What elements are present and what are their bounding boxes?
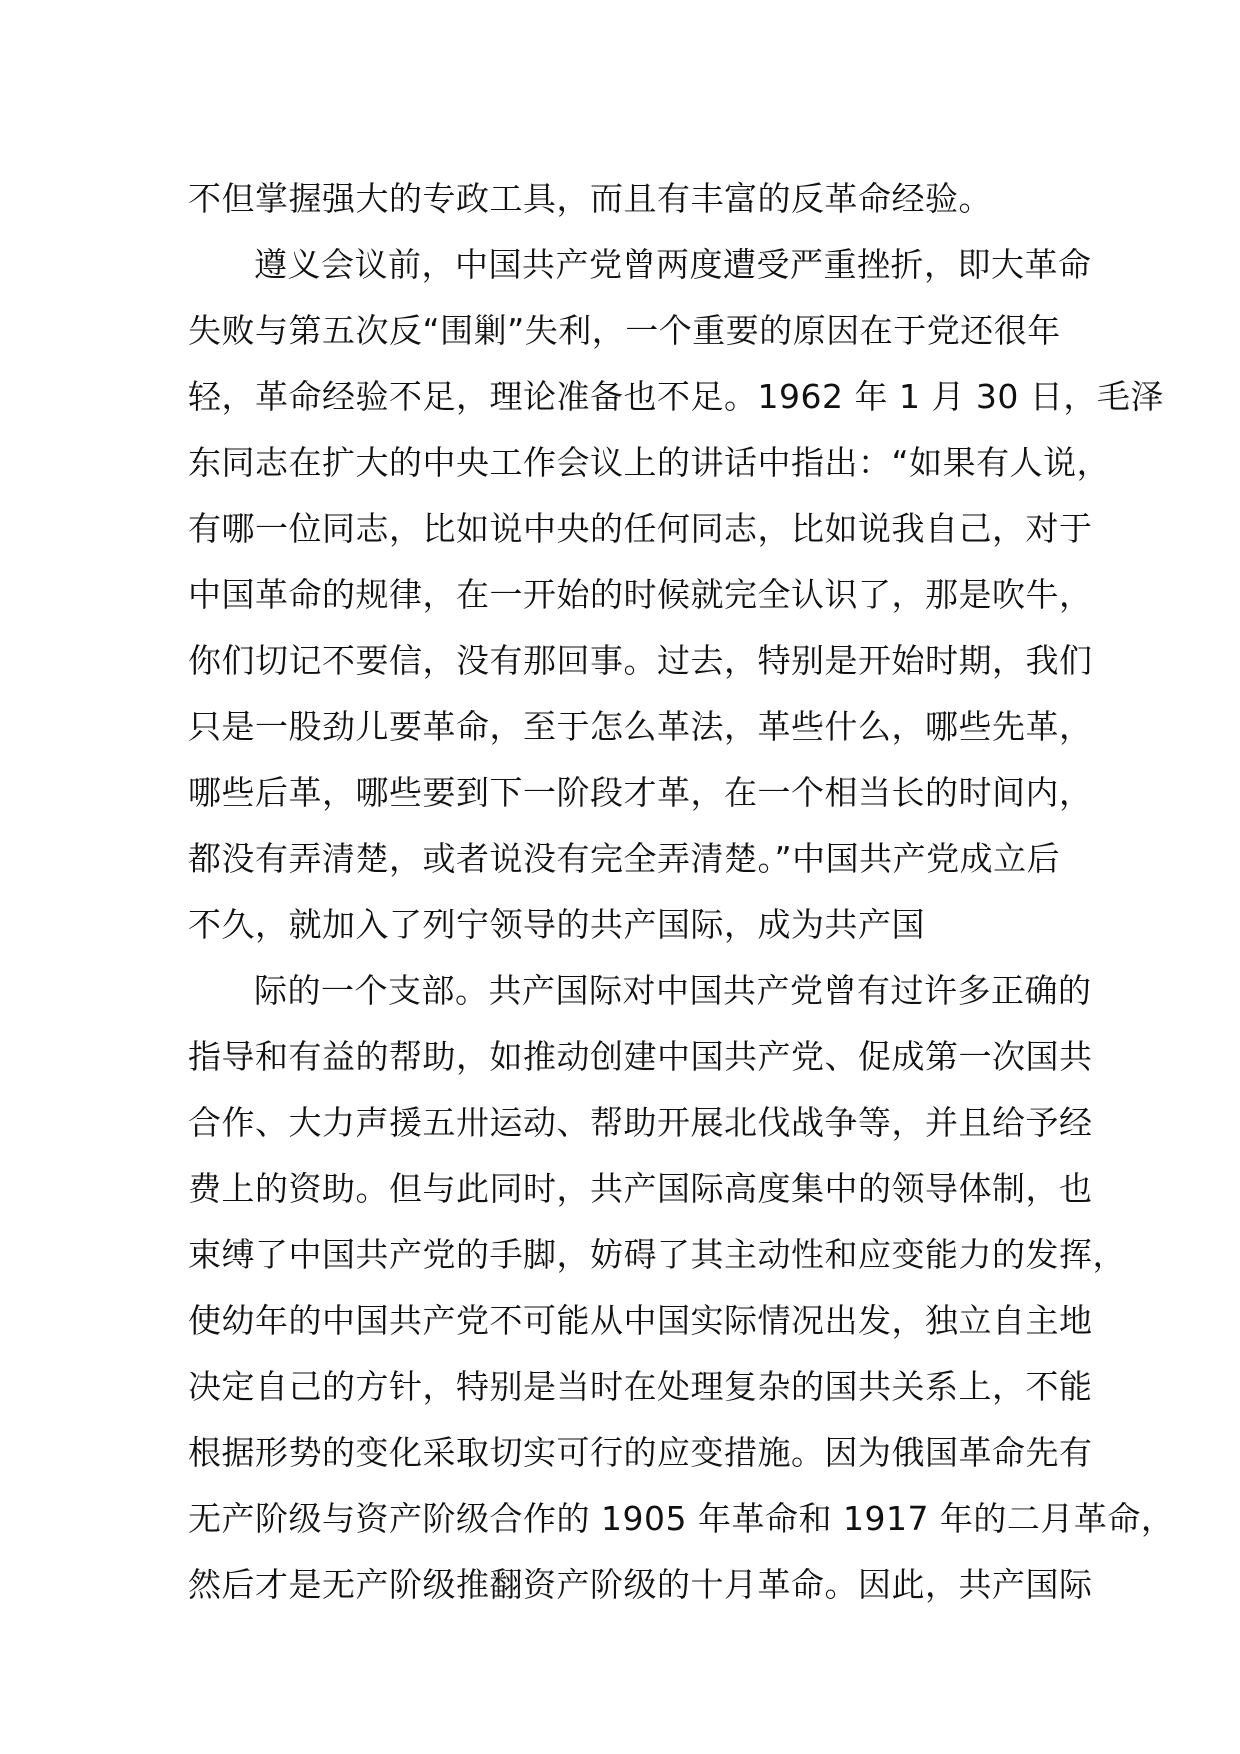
- text-line: 合作、大力声援五卅运动、帮助开展北伐战争等，并且给予经: [188, 1103, 1093, 1142]
- text-line: 无产阶级与资产阶级合作的 1905 年革命和 1917 年的二月革命，: [188, 1499, 1175, 1538]
- text-line: 决定自己的方针，特别是当时在处理复杂的国共关系上，不能: [188, 1367, 1093, 1406]
- text-line: 不但掌握强大的专政工具，而且有丰富的反革命经验。: [188, 179, 992, 218]
- text-line: 费上的资助。但与此同时，共产国际高度集中的领导体制，也: [188, 1169, 1093, 1208]
- text-line: 只是一股劲儿要革命，至于怎么革法，革些什么，哪些先革，: [188, 707, 1093, 746]
- text-line: 使幼年的中国共产党不可能从中国实际情况出发，独立自主地: [188, 1301, 1093, 1340]
- text-line: 际的一个支部。共产国际对中国共产党曾有过许多正确的: [254, 971, 1092, 1010]
- text-line: 然后才是无产阶级推翻资产阶级的十月革命。因此，共产国际: [188, 1565, 1093, 1604]
- text-line: 轻，革命经验不足，理论准备也不足。1962 年 1 月 30 日，毛泽: [188, 377, 1164, 416]
- text-line: 失败与第五次反“围剿”失利，一个重要的原因在于党还很年: [188, 311, 1061, 350]
- text-line: 不久，就加入了列宁领导的共产国际，成为共产国: [188, 905, 925, 944]
- text-line: 遵义会议前，中国共产党曾两度遭受严重挫折，即大革命: [254, 245, 1092, 284]
- text-line: 哪些后革，哪些要到下一阶段才革，在一个相当长的时间内，: [188, 773, 1093, 812]
- text-line: 束缚了中国共产党的手脚，妨碍了其主动性和应变能力的发挥，: [188, 1235, 1126, 1274]
- text-line: 指导和有益的帮助，如推动创建中国共产党、促成第一次国共: [188, 1037, 1093, 1076]
- body-text: [188, 166, 1175, 1618]
- text-line: 东同志在扩大的中央工作会议上的讲话中指出：“如果有人说，: [188, 443, 1111, 482]
- text-line: 你们切记不要信，没有那回事。过去，特别是开始时期，我们: [188, 641, 1093, 680]
- text-line: 根据形势的变化采取切实可行的应变措施。因为俄国革命先有: [188, 1433, 1093, 1472]
- text-line: 都没有弄清楚，或者说没有完全弄清楚。”中国共产党成立后: [188, 839, 1061, 878]
- text-line: 有哪一位同志，比如说中央的任何同志，比如说我自己，对于: [188, 509, 1093, 548]
- text-line: 中国革命的规律，在一开始的时候就完全认识了，那是吹牛，: [188, 575, 1093, 614]
